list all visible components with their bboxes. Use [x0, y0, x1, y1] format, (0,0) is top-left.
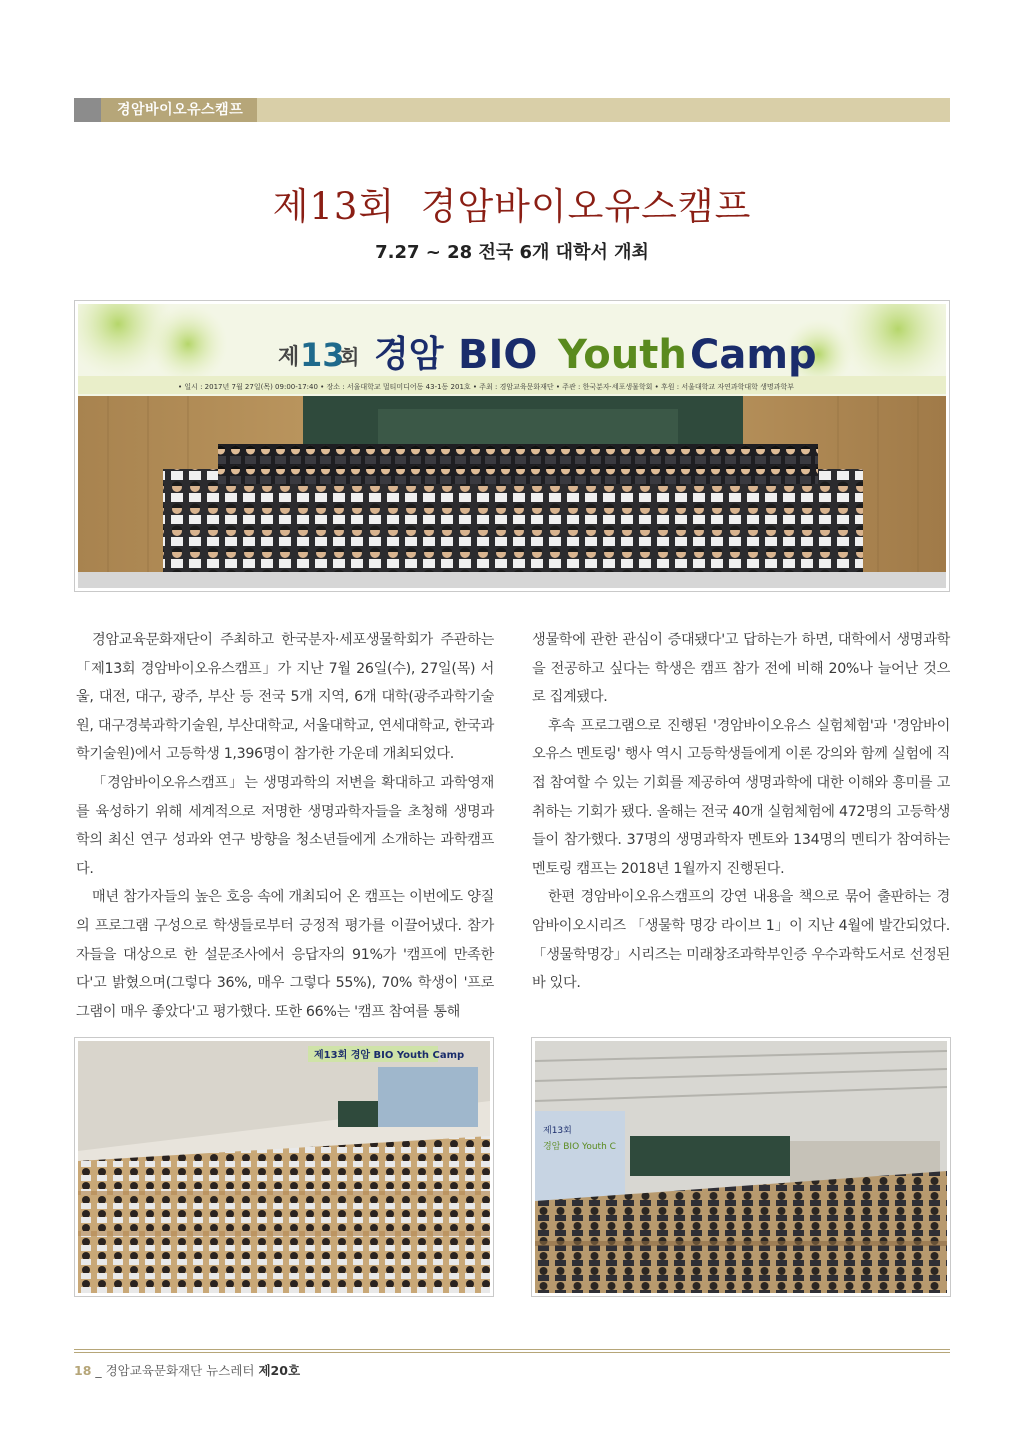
- banner-name-en-1: BIO: [458, 332, 538, 378]
- issue-number: 제20호: [258, 1363, 301, 1378]
- page-number: 18: [74, 1363, 92, 1378]
- paragraph: 매년 참가자들의 높은 호응 속에 개최되어 온 캠프는 이번에도 양질의 프로그램 구성으로 학생들로부터 긍정적 평가를 이끌어냈다. 참가자들을 대상으로 한 설문조사에서 응답자의 91%가 '캠프에 만족한다'고 밝혔으며(그렇다 36%, 매우 그렇다 55%), 70% 학생이 '프로그램이 매우 좋았다'고 평가했다. 또한 66%는 '캠프 참여를 통해: [76, 889, 494, 1020]
- article-body-right-column: [532, 626, 950, 998]
- lecture-hall-image-left: [78, 1041, 490, 1293]
- banner-name-en-3: Camp: [690, 332, 817, 378]
- banner-number-prefix: 제: [278, 345, 300, 370]
- lecture-hall-image-right: [535, 1041, 947, 1293]
- lecture-hall-photo-left: [74, 1037, 494, 1297]
- footer-divider: [74, 1349, 950, 1353]
- publication-name: 경암교육문화재단 뉴스레터: [105, 1363, 259, 1378]
- group-photo: [74, 300, 950, 592]
- paragraph: 한편 경암바이오유스캠프의 강연 내용을 책으로 묶어 출판하는 경암바이오시리즈 「생물학 명강 라이브 1」이 지난 4월에 발간되었다. 「생물학명강」시리즈는 미래창조과학부인증 우수과학도서로 선정된 바 있다.: [532, 889, 950, 992]
- group-photo-image: [78, 304, 946, 588]
- paragraph: 후속 프로그램으로 진행된 '경암바이오유스 실험체험'과 '경암바이오유스 멘토링' 행사 역시 고등학생들에게 이론 강의와 함께 실험에 직접 참여할 수 있는 기회를 제공하여 생명과학에 대한 이해와 흥미를 고취하는 기회가 됐다. 올해는 전국 40개 실험체험에 472명의 고등학생들이 참가했다. 37명의 생명과학자 멘토와 134명의 멘티가 참여하는 멘토링 캠프는 2018년 1월까지 진행된다.: [532, 717, 950, 877]
- footer-separator: _: [91, 1363, 106, 1378]
- paragraph: 경암교육문화재단이 주최하고 한국분자·세포생물학회가 주관하는 「제13회 경암바이오유스캠프」가 지난 7월 26일(수), 27일(목) 서울, 대전, 대구, 광주, 부산 등 전국 5개 지역, 6개 대학(광주과학기술원, 대구경북과학기술원, 부산대학교, 서울대학교, 연세대학교, 한국과학기술원)에서 고등학생 1,396명이 참가한 가운데 개최되었다.: [76, 632, 494, 763]
- banner-name-kr: 경암: [374, 334, 444, 375]
- banner-name-en-2: Youth: [558, 332, 687, 378]
- banner-number: 13: [300, 336, 345, 374]
- section-header-bar: [74, 98, 950, 122]
- lecture-hall-photo-right: [531, 1037, 951, 1297]
- article-subtitle: 7.27 ~ 28 전국 6개 대학서 개최: [375, 242, 649, 263]
- photo-right-banner-2: 경암 BIO Youth C: [543, 1142, 616, 1152]
- photo-right-banner-1: 제13회: [543, 1126, 572, 1136]
- banner-info-line: • 일시 : 2017년 7월 27일(목) 09:00-17:40 • 장소 : 서울대학교 멀티미디어동 43-1동 201호 • 주최 : 경암교육문화재단 • 주관 : 한국분자·세포생물학회 • 후원 : 서울대학교 자연과학대학 생명과학부: [178, 383, 794, 391]
- article-body-left-column: [76, 626, 494, 1026]
- page-footer: [74, 1361, 300, 1379]
- banner-number-suffix: 회: [340, 345, 360, 369]
- paragraph: 「경암바이오유스캠프」는 생명과학의 저변을 확대하고 과학영재를 육성하기 위해 세계적으로 저명한 생명과학자들을 초청해 생명과학의 최신 연구 성과와 연구 방향을 청소년들에게 소개하는 과학캠프다.: [76, 774, 494, 877]
- photo-left-banner: 제13회 경암 BIO Youth Camp: [314, 1050, 465, 1061]
- section-label: 경암바이오유스캠프: [101, 98, 257, 122]
- section-header-marker: [74, 98, 101, 122]
- article-title: 제13회 경암바이오유스캠프: [272, 185, 752, 228]
- student-crowd: [163, 469, 863, 579]
- paragraph: 생물학에 관한 관심이 증대됐다'고 답하는가 하면, 대학에서 생명과학을 전공하고 싶다는 학생은 캠프 참가 전에 비해 20%나 늘어난 것으로 집계됐다.: [532, 632, 950, 706]
